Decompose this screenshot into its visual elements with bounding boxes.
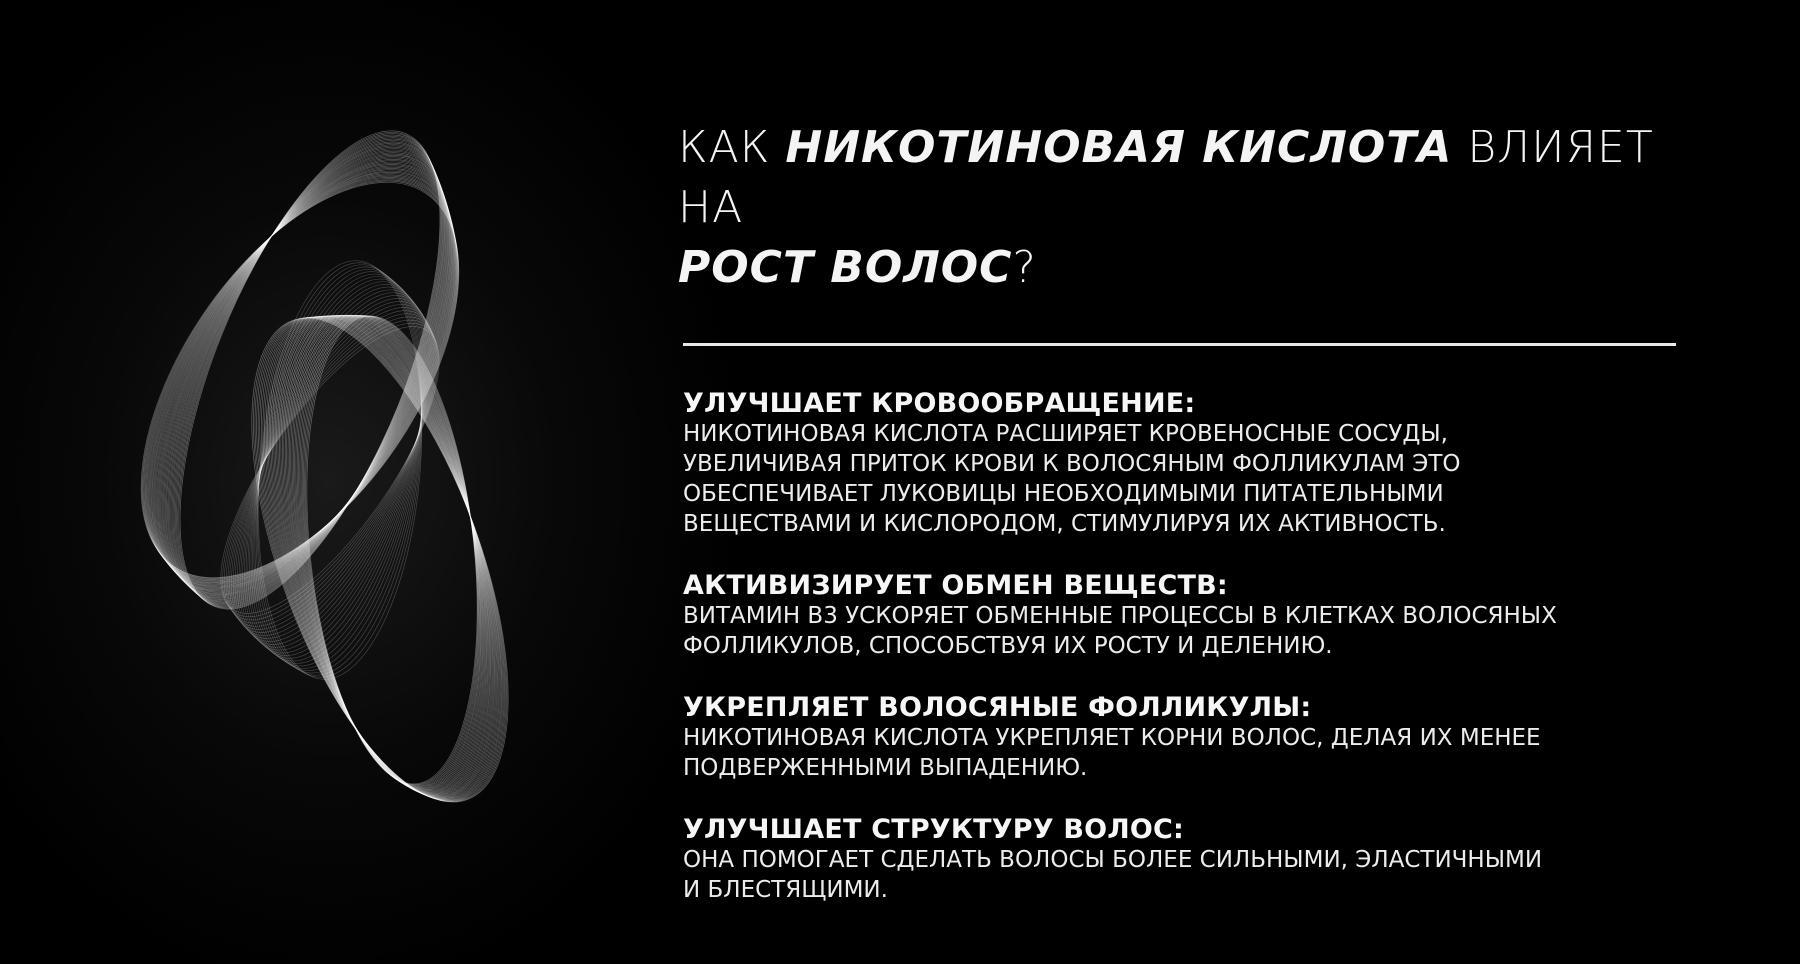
divider [683,343,1676,346]
title-part-2: НИКОТИНОВАЯ КИСЛОТА [785,122,1453,173]
benefit-item [683,570,1678,661]
benefit-item [683,814,1678,905]
benefits-list [683,388,1678,905]
benefit-heading: УКРЕПЛЯЕТ ВОЛОСЯНЫЕ ФОЛЛИКУЛЫ: [683,692,1312,723]
title-part-5: ? [1012,242,1037,293]
page-title [678,118,1678,298]
benefit-heading: УЛУЧШАЕТ СТРУКТУРУ ВОЛОС: [683,814,1185,845]
benefit-text: НИКОТИНОВАЯ КИСЛОТА УКРЕПЛЯЕТ КОРНИ ВОЛОС, ДЕЛАЯ ИХ МЕНЕЕ ПОДВЕРЖЕННЫМИ ВЫПАДЕНИЮ. [683,725,1541,781]
benefit-item [683,692,1678,783]
benefit-text: ОНА ПОМОГАЕТ СДЕЛАТЬ ВОЛОСЫ БОЛЕЕ СИЛЬНЫМИ, ЭЛАСТИЧНЫМИ И БЛЕСТЯЩИМИ. [683,847,1543,903]
title-part-4: РОСТ ВОЛОС [678,242,1013,293]
ribbon-line [237,294,534,816]
benefit-item [683,388,1678,539]
ribbon-line [223,291,543,823]
benefit-text: ВИТАМИН В3 УСКОРЯЕТ ОБМЕННЫЕ ПРОЦЕССЫ В КЛЕТКАХ ВОЛОСЯНЫХ ФОЛЛИКУЛОВ, СПОСОБСТВУЯ ИХ РОСТУ И ДЕЛЕНИЮ. [683,603,1557,659]
title-part-1: КАК [678,122,786,173]
benefit-heading: АКТИВИЗИРУЕТ ОБМЕН ВЕЩЕСТВ: [683,570,1228,601]
ribbon-line [225,292,542,822]
benefit-heading: УЛУЧШАЕТ КРОВООБРАЩЕНИЕ: [683,388,1196,419]
benefit-text: НИКОТИНОВАЯ КИСЛОТА РАСШИРЯЕТ КРОВЕНОСНЫЕ СОСУДЫ, УВЕЛИЧИВАЯ ПРИТОК КРОВИ К ВОЛОСЯНЫМ ФОЛЛИКУЛАМ ЭТО ОБЕСПЕЧИВАЕТ ЛУКОВИЦЫ НЕОБХОДИМЫМИ ПИТАТЕЛЬНЫМИ ВЕЩЕСТВАМИ И КИСЛОРОДОМ, СТИМУЛИРУЯ ИХ АКТИВНОСТЬ. [683,421,1461,537]
abstract-ribbon-illustration [0,0,660,964]
main-content [678,118,1678,936]
title-part-3: ВЛИЯЕТ НА [678,122,1654,233]
